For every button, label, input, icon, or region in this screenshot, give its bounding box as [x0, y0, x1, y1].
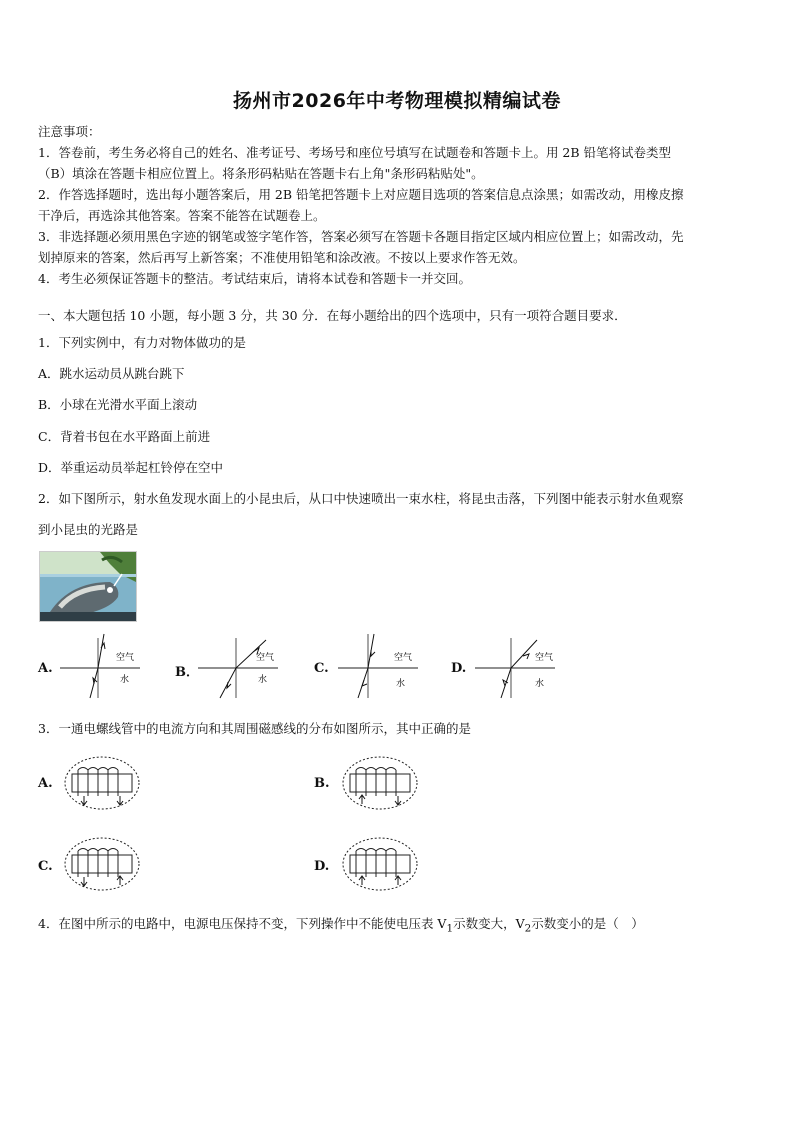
q1-option-b: B．小球在光滑水平面上滚动 [38, 397, 198, 412]
question-3-stem: 3．一通电螺线管中的电流方向和其周围磁感线的分布如图所示，其中正确的是 [38, 721, 471, 736]
question-4-stem [38, 914, 644, 935]
air-label: 空气 [394, 653, 413, 663]
q2-label-b: B． [175, 665, 199, 680]
air-label: 空气 [535, 653, 554, 663]
note-line: 3．非选择题必须用黑色字迹的钢笔或签字笔作答，答案必须写在答题卡各题目指定区域内相应位置上；如需改动，先 [38, 229, 684, 244]
question-2-stem-cont: 到小昆虫的光路是 [38, 522, 139, 537]
q1-option-d: D．举重运动员举起杠铃停在空中 [38, 460, 224, 475]
q4-sub-2: 2 [524, 922, 532, 935]
water-label: 水 [120, 675, 130, 685]
q2-diagram-a [60, 630, 175, 702]
note-line: （B）填涂在答题卡相应位置上。将条形码粘贴在答题卡右上角"条形码粘贴处"。 [38, 166, 484, 181]
q2-diagram-d [475, 630, 590, 702]
q2-diagram-b [198, 630, 313, 702]
q3-label-b: B. [314, 776, 330, 791]
q2-label-c: C. [314, 661, 329, 676]
q1-option-a: A．跳水运动员从跳台跳下 [38, 366, 185, 381]
exam-notes [38, 121, 760, 289]
q3-solenoid-a [62, 752, 142, 814]
note-line: 划掉原来的答案，然后再写上新答案；不准使用铅笔和涂改液。不按以上要求作答无效。 [38, 250, 526, 265]
notes-heading: 注意事项： [38, 124, 101, 139]
q4-text-a: 4．在图中所示的电路中，电源电压保持不变，下列操作中不能使电压表 V [38, 916, 447, 931]
air-label: 空气 [116, 653, 135, 663]
q1-option-c: C．背着书包在水平路面上前进 [38, 429, 211, 444]
note-line: 干净后，再选涂其他答案。答案不能答在试题卷上。 [38, 208, 326, 223]
archer-fish-photo [39, 551, 137, 622]
q3-solenoid-d [340, 833, 420, 895]
water-label: 水 [535, 679, 545, 689]
section-heading: 一、本大题包括 10 小题，每小题 3 分，共 30 分．在每小题给出的四个选项中，只有一项符合题目要求． [38, 308, 627, 323]
q2-label-a: A. [38, 661, 53, 676]
q2-label-d: D. [451, 661, 467, 676]
q2-diagram-c [338, 630, 453, 702]
page-title: 扬州市2026年中考物理模拟精编试卷 [233, 90, 561, 112]
note-line: 2．作答选择题时，选出每小题答案后，用 2B 铅笔把答题卡上对应题目选项的答案信息点涂黑；如需改动，用橡皮擦 [38, 187, 684, 202]
note-line: 1．答卷前，考生务必将自己的姓名、准考证号、考场号和座位号填写在试题卷和答题卡上。用 2B 铅笔将试卷类型 [38, 145, 672, 160]
q4-sub-1: 1 [446, 922, 454, 935]
q3-solenoid-b [340, 752, 420, 814]
note-line: 4．考生必须保证答题卡的整洁。考试结束后，请将本试卷和答题卡一并交回。 [38, 271, 471, 286]
water-label: 水 [396, 679, 406, 689]
question-2-stem: 2．如下图所示，射水鱼发现水面上的小昆虫后，从口中快速喷出一束水柱，将昆虫击落，下列图中能表示射水鱼观察 [38, 491, 684, 506]
q4-text-c: 示数变小的是（ ） [531, 916, 644, 931]
water-label: 水 [258, 675, 268, 685]
q3-label-d: D. [314, 859, 330, 874]
q3-label-a: A. [38, 776, 53, 791]
q3-label-c: C. [38, 859, 53, 874]
q4-text-b: 示数变大，V [453, 916, 525, 931]
q3-solenoid-c [62, 833, 142, 895]
question-1-stem: 1．下列实例中，有力对物体做功的是 [38, 335, 246, 350]
air-label: 空气 [256, 653, 275, 663]
